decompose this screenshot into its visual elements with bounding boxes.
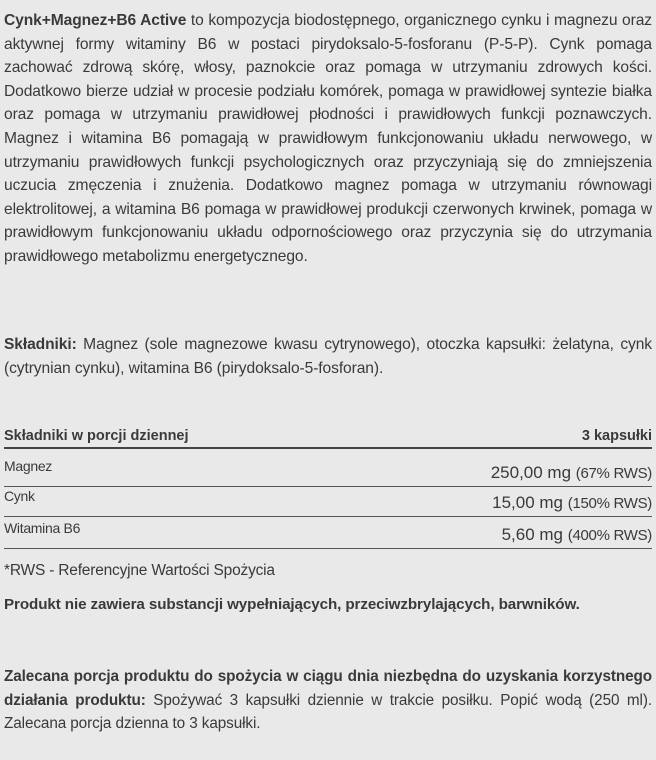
dosage-text: Spożywać 3 kapsułki dziennie w trakcie posiłku. Popić wodą (250 ml). Zalecana porcja dzienna to 3 kapsułki.: [4, 691, 652, 733]
nutrient-amount-value: 15,00 mg: [492, 493, 564, 512]
dosage-section: [4, 665, 652, 736]
table-row: [4, 488, 652, 517]
nutrient-name: Cynk: [4, 488, 35, 504]
nutrient-amount: [502, 525, 652, 548]
dosage-label: Zalecana porcja produktu do spożycia w ciągu dnia niezbędna do uzyskania korzystnego działania produktu:: [4, 668, 652, 709]
ingredients-section: [4, 333, 652, 380]
nutrition-table-header: [4, 428, 652, 449]
nutrient-name: Magnez: [4, 458, 53, 474]
ingredients-text: Magnez (sole magnezowe kwasu cytrynowego), otoczka kapsułki: żelatyna, cynk (cytrynian cynku), witamina B6 (pirydoksalo-5-fosforan).: [4, 336, 652, 377]
nutrient-amount: [491, 463, 652, 486]
table-header-left: Składniki w porcji dziennej: [4, 428, 189, 444]
nutrient-rws: (67% RWS): [575, 465, 652, 482]
product-description: [4, 9, 652, 269]
fillers-statement: [4, 593, 652, 617]
table-header-right: 3 kapsułki: [581, 428, 652, 444]
product-description-text: to kompozycja biodostępnego, organicznego cynku i magnezu oraz aktywnej formy witaminy B6 w postaci pirydoksalo-5-fosforanu (P-5-P). Cynk pomaga zachować zdrową skórę, włosy, paznokcie oraz pomaga w utrzymaniu zdrowych kości. Dodatkowo bierze udział w procesie podziału komórek, pomaga w prawidłowej syntezie białka oraz pomaga w utrzymaniu prawidłowej płodności i prawidłowych funkcji poznawczych. Magnez i witamina B6 pomagają w prawidłowym funkcjonowaniu układu nerwowego, w utrzymaniu prawidłowych funkcji psychologicznych oraz przyczyniają się do zmniejszenia uczucia zmęczenia i znużenia. Dodatkowo magnez pomaga w utrzymaniu równowagi elektrolitowej, a witamina B6 pomaga w prawidłowej produkcji czerwonych krwinek, pomaga w prawidłowym funkcjonowaniu układu odpornościowego oraz przyczynia się do utrzymania prawidłowego metabolizmu energetycznego.: [4, 12, 652, 265]
nutrient-amount: [492, 493, 652, 516]
ingredients-label: Składniki:: [4, 336, 77, 353]
product-name: Cynk+Magnez+B6 Active: [4, 12, 187, 29]
nutrient-amount-value: 5,60 mg: [501, 525, 564, 544]
rws-footnote: *RWS - Referencyjne Wartości Spożycia: [4, 562, 275, 579]
nutrient-rws: (400% RWS): [567, 527, 652, 544]
nutrient-amount-value: 250,00 mg: [490, 463, 572, 482]
fillers-text: Produkt nie zawiera substancji wypełniających, przeciwzbrylających, barwników.: [4, 596, 580, 613]
table-row: [4, 520, 652, 549]
table-row: [4, 458, 652, 487]
nutrient-name: Witamina B6: [4, 520, 81, 536]
nutrient-rws: (150% RWS): [567, 495, 652, 512]
